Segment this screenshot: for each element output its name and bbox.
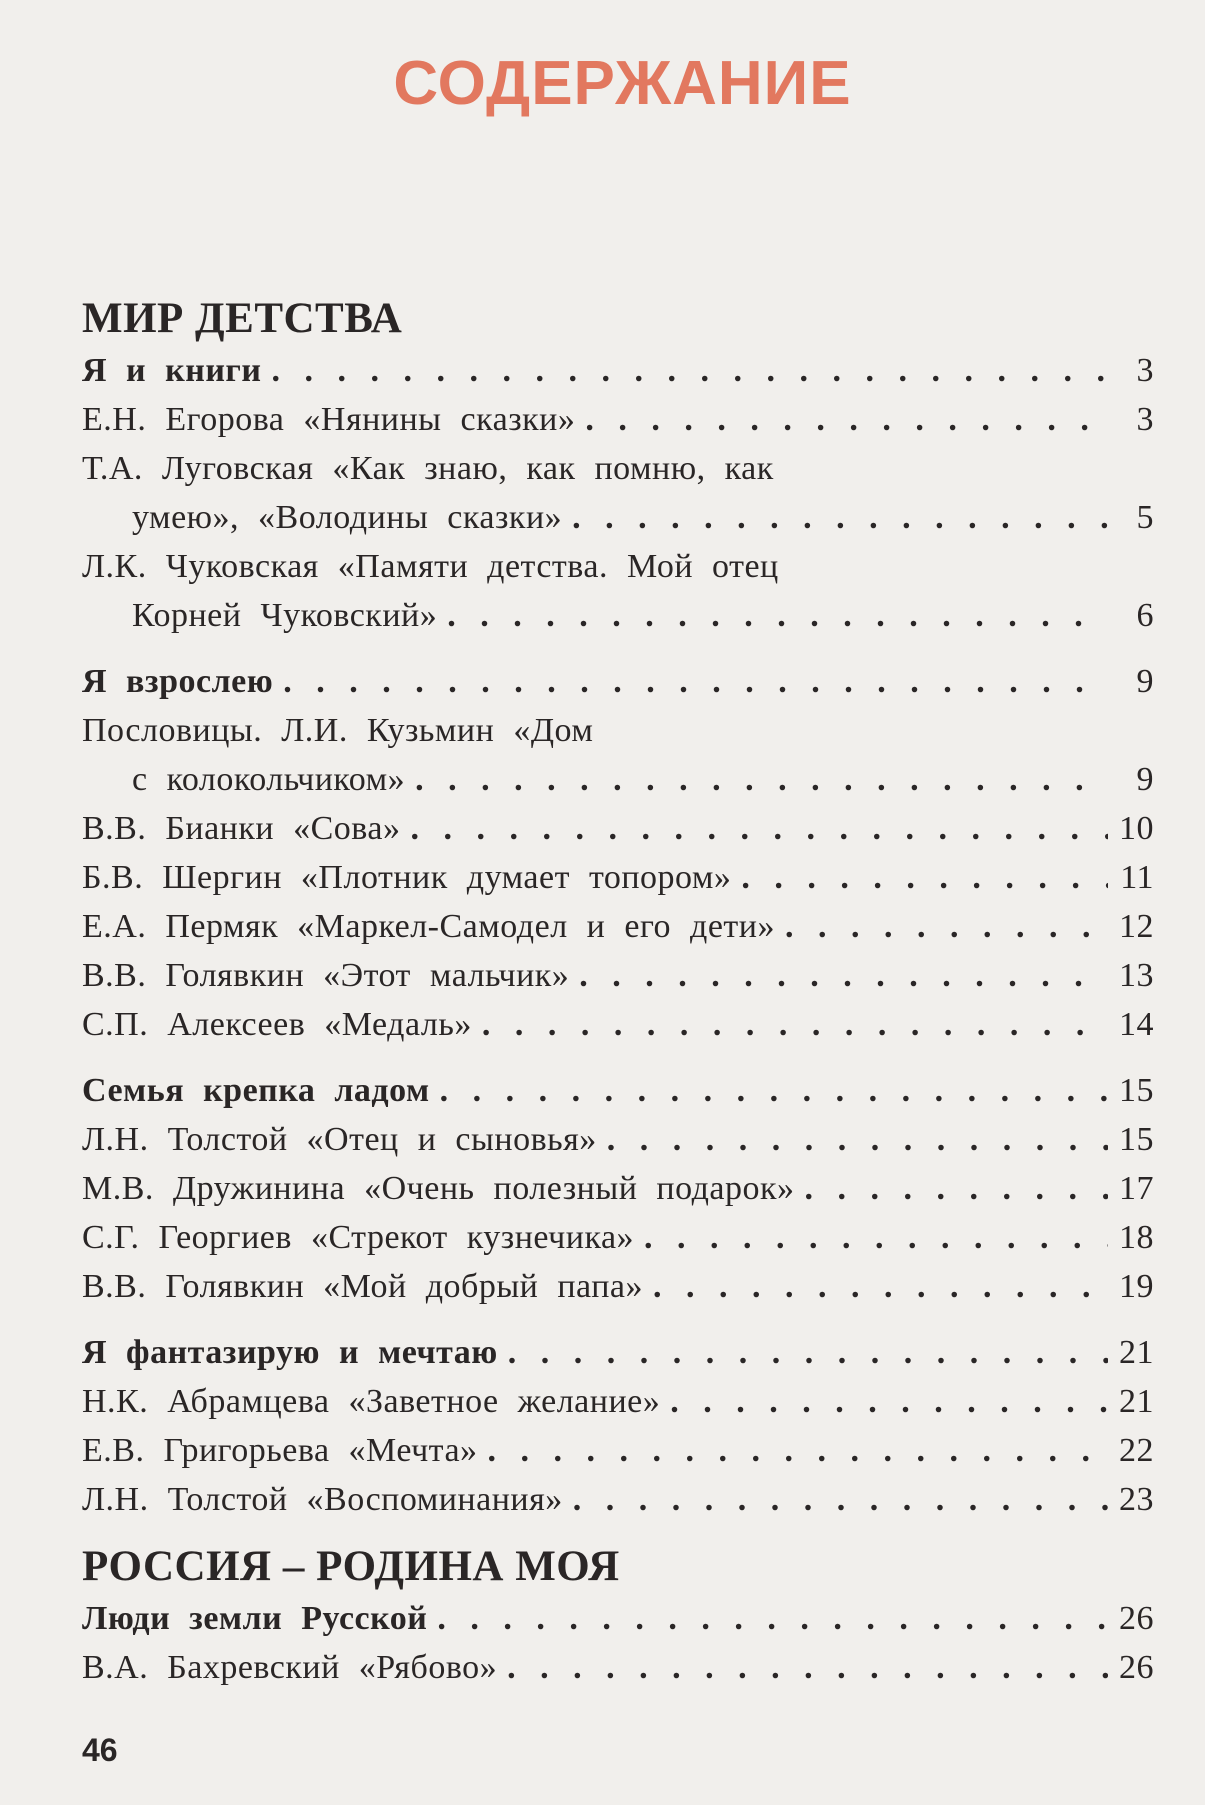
toc-page-number: 23	[1119, 1481, 1154, 1518]
toc-page-number: 15	[1119, 1121, 1154, 1158]
toc-subheading-text: Люди земли Русской	[82, 1600, 428, 1637]
dot-leader	[573, 1475, 1108, 1524]
dot-leader	[488, 1426, 1108, 1475]
dot-leader	[410, 804, 1108, 853]
toc-page-number: 12	[1119, 908, 1154, 945]
toc-page-number: 3	[1136, 401, 1154, 438]
toc-page-number: 3	[1136, 352, 1154, 389]
section-heading: МИР ДЕТСТВА	[82, 295, 403, 342]
dot-leader	[785, 902, 1108, 951]
toc-page-number: 22	[1119, 1432, 1154, 1469]
toc-entry-text: В.В. Голявкин «Мой добрый папа»	[82, 1268, 643, 1305]
toc-entry-line[interactable]: Пословицы. Л.И. Кузьмин «Дом	[82, 712, 594, 749]
dot-leader	[437, 1594, 1108, 1643]
toc-entry-text: В.А. Бахревский «Рябово»	[82, 1649, 498, 1686]
toc-page-number: 9	[1136, 761, 1154, 798]
toc-entry-text: Л.Н. Толстой «Воспоминания»	[82, 1481, 563, 1518]
toc-entry-text: Е.А. Пермяк «Маркел-Самодел и его дети»	[82, 908, 775, 945]
toc-entry-text: Л.Н. Толстой «Отец и сыновья»	[82, 1121, 597, 1158]
toc-page-number: 19	[1119, 1268, 1154, 1305]
toc-entry-text: Б.В. Шергин «Плотник думает топором»	[82, 859, 732, 896]
toc-entry-text: Е.В. Григорьева «Мечта»	[82, 1432, 478, 1469]
dot-leader	[507, 1643, 1108, 1692]
toc-page-number: 21	[1119, 1334, 1154, 1371]
toc-subheading[interactable]	[82, 1328, 1154, 1377]
page-title: СОДЕРЖАНИЕ	[393, 49, 852, 118]
dot-leader	[572, 493, 1108, 542]
toc-page-number: 13	[1119, 957, 1154, 994]
toc-subheading[interactable]	[82, 346, 1154, 395]
toc-subheading[interactable]	[82, 1594, 1154, 1643]
toc-page-number: 6	[1136, 597, 1154, 634]
toc-entry-text: В.В. Бианки «Сова»	[82, 810, 401, 847]
toc-entry-line[interactable]: Т.А. Луговская «Как знаю, как помню, как	[82, 450, 774, 487]
toc-page-number: 17	[1119, 1170, 1154, 1207]
toc-entry[interactable]	[82, 1475, 1154, 1524]
toc-page-number: 26	[1119, 1600, 1154, 1637]
toc-entry[interactable]	[82, 1000, 1154, 1049]
dot-leader	[670, 1377, 1108, 1426]
dot-leader	[644, 1213, 1108, 1262]
dot-leader	[415, 755, 1108, 804]
toc-entry[interactable]	[82, 1643, 1154, 1692]
toc-page-number: 14	[1119, 1006, 1154, 1043]
toc-page-number: 9	[1136, 663, 1154, 700]
toc-entry[interactable]	[82, 493, 1154, 542]
toc-page-number: 10	[1119, 810, 1154, 847]
toc-page-number: 21	[1119, 1383, 1154, 1420]
toc-page-number: 11	[1120, 859, 1154, 896]
toc-entry[interactable]	[82, 853, 1154, 902]
toc-subheading-text: Я взрослею	[82, 663, 274, 700]
toc-entry[interactable]	[82, 1426, 1154, 1475]
toc-entry[interactable]	[82, 1262, 1154, 1311]
toc-entry-text: умею», «Володины сказки»	[132, 499, 563, 536]
dot-leader	[283, 657, 1108, 706]
toc-entry[interactable]	[82, 951, 1154, 1000]
toc-subheading-text: Я фантазирую и мечтаю	[82, 1334, 498, 1371]
toc-page-number: 5	[1136, 499, 1154, 536]
toc-entry-text: С.Г. Георгиев «Стрекот кузнечика»	[82, 1219, 635, 1256]
toc-page-number: 26	[1119, 1649, 1154, 1686]
toc-entry-text: С.П. Алексеев «Медаль»	[82, 1006, 472, 1043]
page-number: 46	[82, 1732, 118, 1768]
dot-leader	[805, 1164, 1108, 1213]
toc-entry-text: М.В. Дружинина «Очень полезный подарок»	[82, 1170, 795, 1207]
toc-subheading[interactable]	[82, 1066, 1154, 1115]
dot-leader	[508, 1328, 1108, 1377]
toc-entry-line[interactable]: Л.К. Чуковская «Памяти детства. Мой отец	[82, 548, 779, 585]
toc-page-number: 15	[1119, 1072, 1154, 1109]
toc-entry-text: с колокольчиком»	[132, 761, 406, 798]
toc-subheading-text: Я и книги	[82, 352, 262, 389]
dot-leader	[579, 951, 1108, 1000]
toc-entry[interactable]	[82, 1213, 1154, 1262]
dot-leader	[585, 395, 1108, 444]
dot-leader	[741, 853, 1108, 902]
toc-entry[interactable]	[82, 1377, 1154, 1426]
toc-entry[interactable]	[82, 1164, 1154, 1213]
toc-entry-text: Н.К. Абрамцева «Заветное желание»	[82, 1383, 661, 1420]
toc-entry[interactable]	[82, 902, 1154, 951]
toc-entry[interactable]	[82, 591, 1154, 640]
dot-leader	[482, 1000, 1108, 1049]
dot-leader	[440, 1066, 1108, 1115]
toc-entry-text: В.В. Голявкин «Этот мальчик»	[82, 957, 570, 994]
dot-leader	[271, 346, 1108, 395]
toc-page-number: 18	[1119, 1219, 1154, 1256]
dot-leader	[447, 591, 1108, 640]
table-of-contents	[82, 292, 1154, 1692]
toc-entry[interactable]	[82, 804, 1154, 853]
dot-leader	[653, 1262, 1108, 1311]
toc-entry[interactable]	[82, 755, 1154, 804]
toc-subheading[interactable]	[82, 657, 1154, 706]
dot-leader	[607, 1115, 1108, 1164]
toc-entry-text: Корней Чуковский»	[132, 597, 438, 634]
section-heading: РОССИЯ – РОДИНА МОЯ	[82, 1543, 620, 1590]
toc-entry-text: Е.Н. Егорова «Нянины сказки»	[82, 401, 576, 438]
toc-subheading-text: Семья крепка ладом	[82, 1072, 430, 1109]
toc-entry[interactable]	[82, 395, 1154, 444]
toc-entry[interactable]	[82, 1115, 1154, 1164]
